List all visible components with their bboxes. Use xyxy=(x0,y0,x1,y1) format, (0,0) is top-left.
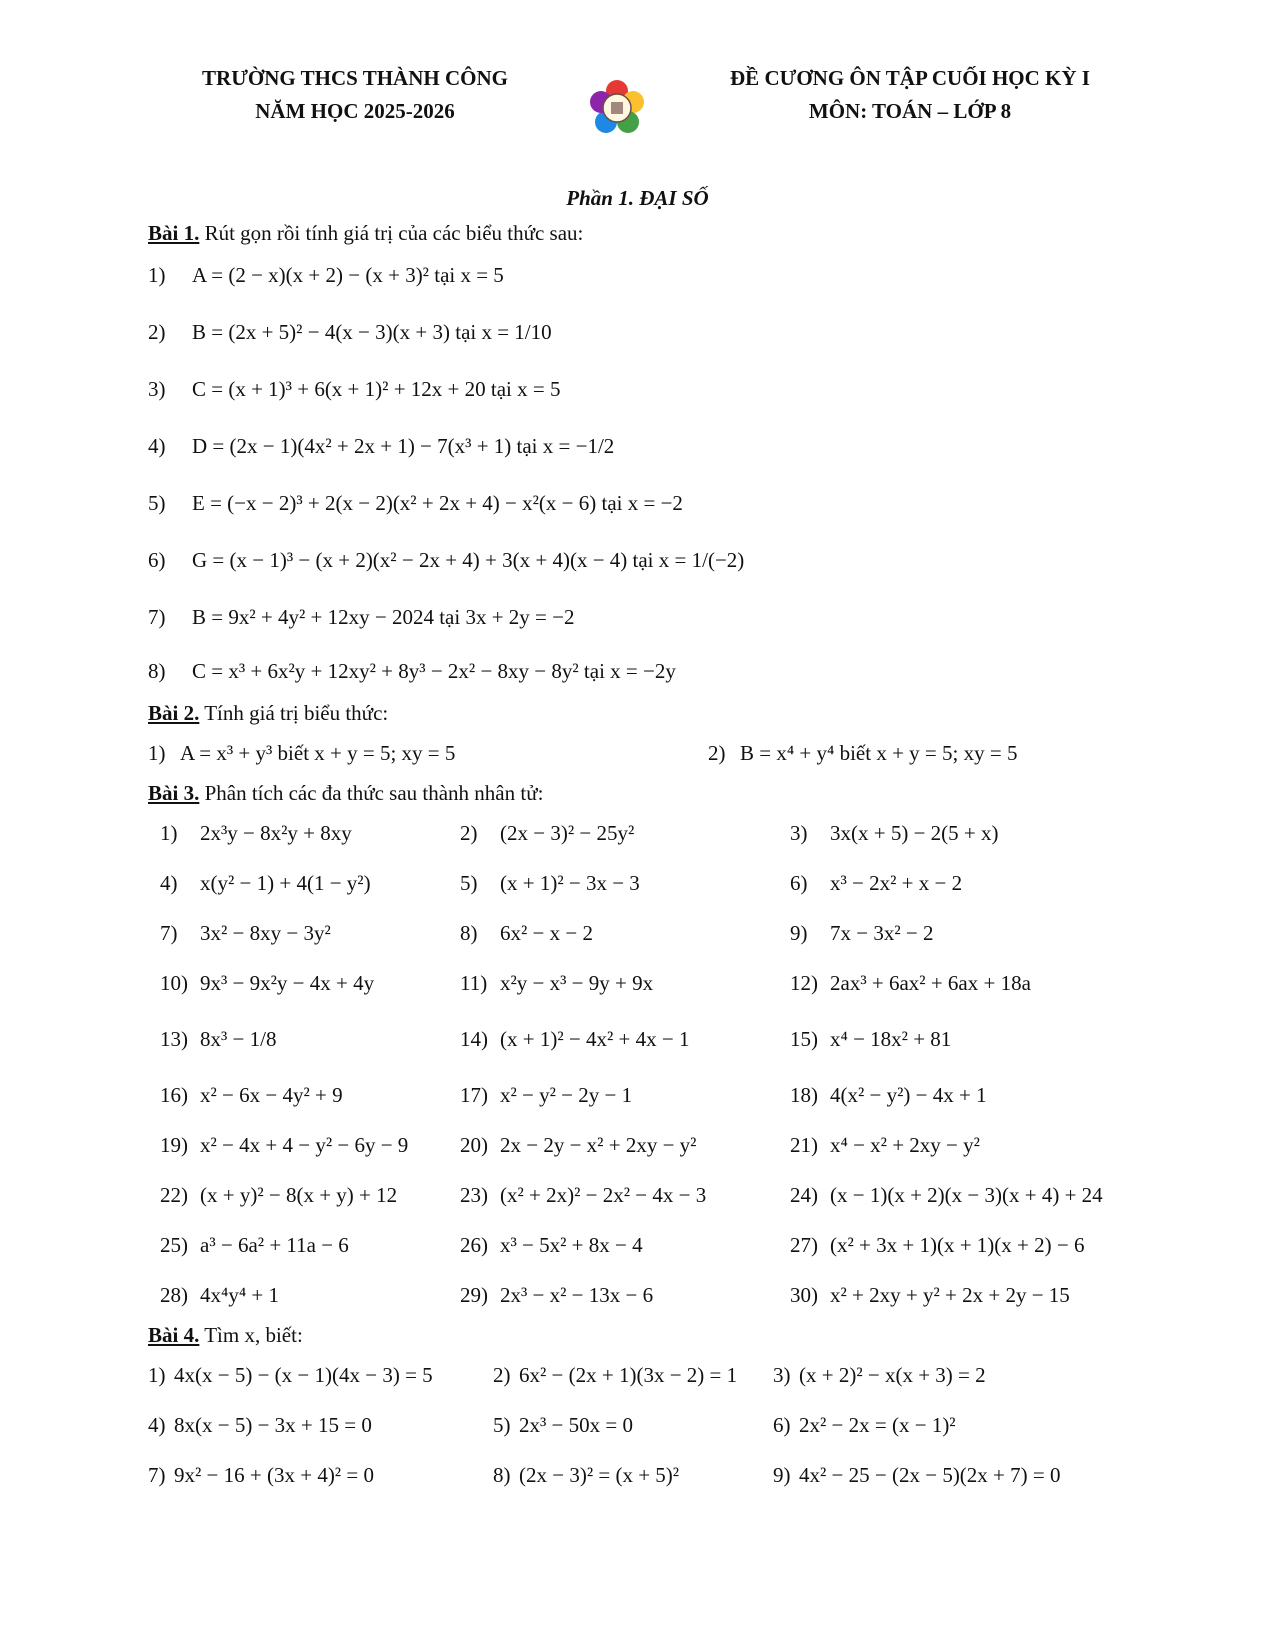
expression: x³ − 2x² + x − 2 xyxy=(830,870,963,895)
list-item xyxy=(148,971,460,996)
expression: x² − 4x + 4 − y² − 6y − 9 xyxy=(200,1132,409,1157)
bai1-list xyxy=(148,248,1158,698)
expression: (x + y)² − 8(x + y) + 12 xyxy=(200,1182,398,1207)
list-item xyxy=(148,1027,460,1052)
expression: 8x³ − 1/8 xyxy=(200,1026,277,1051)
expression: 2x² − 2x = (x − 1)² xyxy=(799,1412,956,1437)
list-item xyxy=(148,821,460,846)
list-item xyxy=(790,921,1150,946)
list-item xyxy=(493,1463,773,1488)
bai2-label: Bài 2. xyxy=(148,701,200,725)
list-item xyxy=(460,1183,790,1208)
list-item xyxy=(460,1083,790,1108)
item-number: 10) xyxy=(160,970,188,995)
item-number: 7) xyxy=(148,1462,166,1487)
list-item xyxy=(148,1133,460,1158)
expression: 6x² − x − 2 xyxy=(500,920,593,945)
item-number: 12) xyxy=(790,970,818,995)
expression: 7x − 3x² − 2 xyxy=(830,920,934,945)
list-item xyxy=(148,741,708,766)
item-number: 4) xyxy=(160,870,178,895)
item-number: 2) xyxy=(708,740,726,765)
list-item xyxy=(148,1283,460,1308)
item-number: 23) xyxy=(460,1182,488,1207)
item-number: 25) xyxy=(160,1232,188,1257)
list-item xyxy=(148,1413,493,1438)
list-item xyxy=(790,1183,1150,1208)
expression: 9x² − 16 + (3x + 4)² = 0 xyxy=(174,1462,374,1487)
expression: 2x³ − 50x = 0 xyxy=(519,1412,633,1437)
list-item xyxy=(460,971,790,996)
expression: A = (2 − x)(x + 2) − (x + 3)² tại x = 5 xyxy=(192,263,504,287)
list-item xyxy=(460,1283,790,1308)
list-item xyxy=(148,871,460,896)
item-number: 7) xyxy=(160,920,178,945)
expression: (x² + 3x + 1)(x + 1)(x + 2) − 6 xyxy=(830,1232,1085,1257)
item-number: 17) xyxy=(460,1082,488,1107)
expression: a³ − 6a² + 11a − 6 xyxy=(200,1232,349,1257)
expression: C = x³ + 6x²y + 12xy² + 8y³ − 2x² − 8xy − 8y² tại x = −2y xyxy=(192,659,676,683)
list-item xyxy=(148,248,1158,302)
list-item xyxy=(790,971,1150,996)
item-number: 7) xyxy=(148,605,166,629)
item-number: 1) xyxy=(148,263,166,287)
expression: (2x − 3)² − 25y² xyxy=(500,820,635,845)
list-item xyxy=(148,416,1158,476)
expression: C = (x + 1)³ + 6(x + 1)² + 12x + 20 tại x = 5 xyxy=(192,377,561,401)
item-number: 16) xyxy=(160,1082,188,1107)
list-item xyxy=(773,1463,1153,1488)
list-item xyxy=(790,1027,1150,1052)
item-number: 6) xyxy=(790,870,808,895)
item-number: 24) xyxy=(790,1182,818,1207)
item-number: 13) xyxy=(160,1026,188,1051)
list-item xyxy=(790,1083,1150,1108)
bai1-text: Rút gọn rồi tính giá trị của các biểu thức sau: xyxy=(199,221,584,245)
item-number: 30) xyxy=(790,1282,818,1307)
list-item xyxy=(148,476,1158,530)
bai1-label: Bài 1. xyxy=(148,221,200,245)
item-number: 3) xyxy=(790,820,808,845)
item-number: 6) xyxy=(773,1412,791,1437)
expression: x² + 2xy + y² + 2x + 2y − 15 xyxy=(830,1282,1070,1307)
item-number: 19) xyxy=(160,1132,188,1157)
list-item xyxy=(773,1363,1153,1388)
expression: x(y² − 1) + 4(1 − y²) xyxy=(200,870,371,895)
expression: B = x⁴ + y⁴ biết x + y = 5; xy = 5 xyxy=(740,740,1018,765)
expression: 2x − 2y − x² + 2xy − y² xyxy=(500,1132,697,1157)
list-item xyxy=(148,1183,460,1208)
item-number: 6) xyxy=(148,548,166,572)
school-name: TRƯỜNG THCS THÀNH CÔNG xyxy=(202,66,508,90)
part-title: Phần 1. ĐẠI SỐ xyxy=(566,186,709,210)
bai2-list xyxy=(148,728,1158,778)
expression: x⁴ − x² + 2xy − y² xyxy=(830,1132,980,1157)
subject-line: MÔN: TOÁN – LỚP 8 xyxy=(808,99,1012,123)
list-item xyxy=(148,590,1158,644)
item-number: 2) xyxy=(493,1362,511,1387)
list-item xyxy=(790,871,1150,896)
document-header xyxy=(690,62,1130,128)
expression: A = x³ + y³ biết x + y = 5; xy = 5 xyxy=(180,740,456,765)
list-item xyxy=(790,1283,1150,1308)
expression: B = (2x + 5)² − 4(x − 3)(x + 3) tại x = 1/10 xyxy=(192,320,552,344)
list-item xyxy=(148,1233,460,1258)
list-item xyxy=(790,1133,1150,1158)
bai3-list xyxy=(148,808,1158,1320)
expression: (x + 2)² − x(x + 3) = 2 xyxy=(799,1362,986,1387)
list-item xyxy=(460,871,790,896)
bai4-list xyxy=(148,1350,1158,1500)
list-item xyxy=(148,530,1158,590)
expression: 3x(x + 5) − 2(5 + x) xyxy=(830,820,999,845)
item-number: 22) xyxy=(160,1182,188,1207)
bai2-text: Tính giá trị biểu thức: xyxy=(199,701,389,725)
expression: x⁴ − 18x² + 81 xyxy=(830,1026,952,1051)
expression: 4x² − 25 − (2x − 5)(2x + 7) = 0 xyxy=(799,1462,1061,1487)
bai4-text: Tìm x, biết: xyxy=(199,1323,303,1347)
expression: (x + 1)² − 4x² + 4x − 1 xyxy=(500,1026,690,1051)
expression: (x² + 2x)² − 2x² − 4x − 3 xyxy=(500,1182,707,1207)
list-item xyxy=(773,1413,1153,1438)
item-number: 15) xyxy=(790,1026,818,1051)
list-item xyxy=(460,1233,790,1258)
bai1-heading xyxy=(148,218,1158,248)
list-item xyxy=(148,921,460,946)
list-item xyxy=(460,1027,790,1052)
item-number: 3) xyxy=(148,377,166,401)
item-number: 20) xyxy=(460,1132,488,1157)
item-number: 2) xyxy=(148,320,166,344)
item-number: 26) xyxy=(460,1232,488,1257)
bai4-heading xyxy=(148,1320,1158,1350)
list-item xyxy=(148,1463,493,1488)
expression: 9x³ − 9x²y − 4x + 4y xyxy=(200,970,375,995)
expression: 4x(x − 5) − (x − 1)(4x − 3) = 5 xyxy=(174,1362,433,1387)
list-item xyxy=(460,821,790,846)
expression: 6x² − (2x + 1)(3x − 2) = 1 xyxy=(519,1362,738,1387)
item-number: 29) xyxy=(460,1282,488,1307)
bai2-heading xyxy=(148,698,1158,728)
item-number: 1) xyxy=(148,1362,166,1387)
list-item xyxy=(460,921,790,946)
item-number: 3) xyxy=(773,1362,791,1387)
item-number: 2) xyxy=(460,820,478,845)
list-item xyxy=(708,741,1017,766)
item-number: 5) xyxy=(148,491,166,515)
item-number: 18) xyxy=(790,1082,818,1107)
bai3-text: Phân tích các đa thức sau thành nhân tử: xyxy=(199,781,544,805)
list-item xyxy=(148,1083,460,1108)
item-number: 9) xyxy=(790,920,808,945)
item-number: 27) xyxy=(790,1232,818,1257)
expression: 4(x² − y²) − 4x + 1 xyxy=(830,1082,987,1107)
list-item xyxy=(493,1413,773,1438)
list-item xyxy=(148,302,1158,362)
expression: x² − y² − 2y − 1 xyxy=(500,1082,633,1107)
bai4-label: Bài 4. xyxy=(148,1323,200,1347)
bai3-heading xyxy=(148,778,1158,808)
expression: x²y − x³ − 9y + 9x xyxy=(500,970,654,995)
item-number: 5) xyxy=(493,1412,511,1437)
expression: 2x³ − x² − 13x − 6 xyxy=(500,1282,654,1307)
school-header xyxy=(160,62,550,128)
expression: x³ − 5x² + 8x − 4 xyxy=(500,1232,643,1257)
expression: 8x(x − 5) − 3x + 15 = 0 xyxy=(174,1412,372,1437)
list-item xyxy=(148,362,1158,416)
school-year: NĂM HỌC 2025-2026 xyxy=(255,99,455,123)
expression: D = (2x − 1)(4x² + 2x + 1) − 7(x³ + 1) tại x = −1/2 xyxy=(192,434,615,458)
expression: (x + 1)² − 3x − 3 xyxy=(500,870,640,895)
list-item xyxy=(148,644,1158,698)
expression: (2x − 3)² = (x + 5)² xyxy=(519,1462,680,1487)
list-item xyxy=(493,1363,773,1388)
school-logo-icon xyxy=(587,78,647,138)
expression: 3x² − 8xy − 3y² xyxy=(200,920,331,945)
list-item xyxy=(148,1363,493,1388)
expression: E = (−x − 2)³ + 2(x − 2)(x² + 2x + 4) − x²(x − 6) tại x = −2 xyxy=(192,491,683,515)
item-number: 1) xyxy=(160,820,178,845)
expression: x² − 6x − 4y² + 9 xyxy=(200,1082,343,1107)
item-number: 11) xyxy=(460,970,488,995)
item-number: 4) xyxy=(148,434,166,458)
expression: G = (x − 1)³ − (x + 2)(x² − 2x + 4) + 3(x + 4)(x − 4) tại x = 1/(−2) xyxy=(192,548,745,572)
item-number: 21) xyxy=(790,1132,818,1157)
item-number: 8) xyxy=(493,1462,511,1487)
item-number: 1) xyxy=(148,740,166,765)
item-number: 14) xyxy=(460,1026,488,1051)
bai3-label: Bài 3. xyxy=(148,781,200,805)
item-number: 9) xyxy=(773,1462,791,1487)
item-number: 4) xyxy=(148,1412,166,1437)
item-number: 28) xyxy=(160,1282,188,1307)
expression: 4x⁴y⁴ + 1 xyxy=(200,1282,279,1307)
expression: (x − 1)(x + 2)(x − 3)(x + 4) + 24 xyxy=(830,1182,1103,1207)
exercise-content xyxy=(148,218,1158,1500)
expression: 2ax³ + 6ax² + 6ax + 18a xyxy=(830,970,1031,995)
item-number: 8) xyxy=(460,920,478,945)
item-number: 5) xyxy=(460,870,478,895)
list-item xyxy=(790,821,1150,846)
expression: B = 9x² + 4y² + 12xy − 2024 tại 3x + 2y = −2 xyxy=(192,605,575,629)
expression: 2x³y − 8x²y + 8xy xyxy=(200,820,352,845)
item-number: 8) xyxy=(148,659,166,683)
list-item xyxy=(790,1233,1150,1258)
document-title: ĐỀ CƯƠNG ÔN TẬP CUỐI HỌC KỲ I xyxy=(730,66,1090,90)
list-item xyxy=(460,1133,790,1158)
